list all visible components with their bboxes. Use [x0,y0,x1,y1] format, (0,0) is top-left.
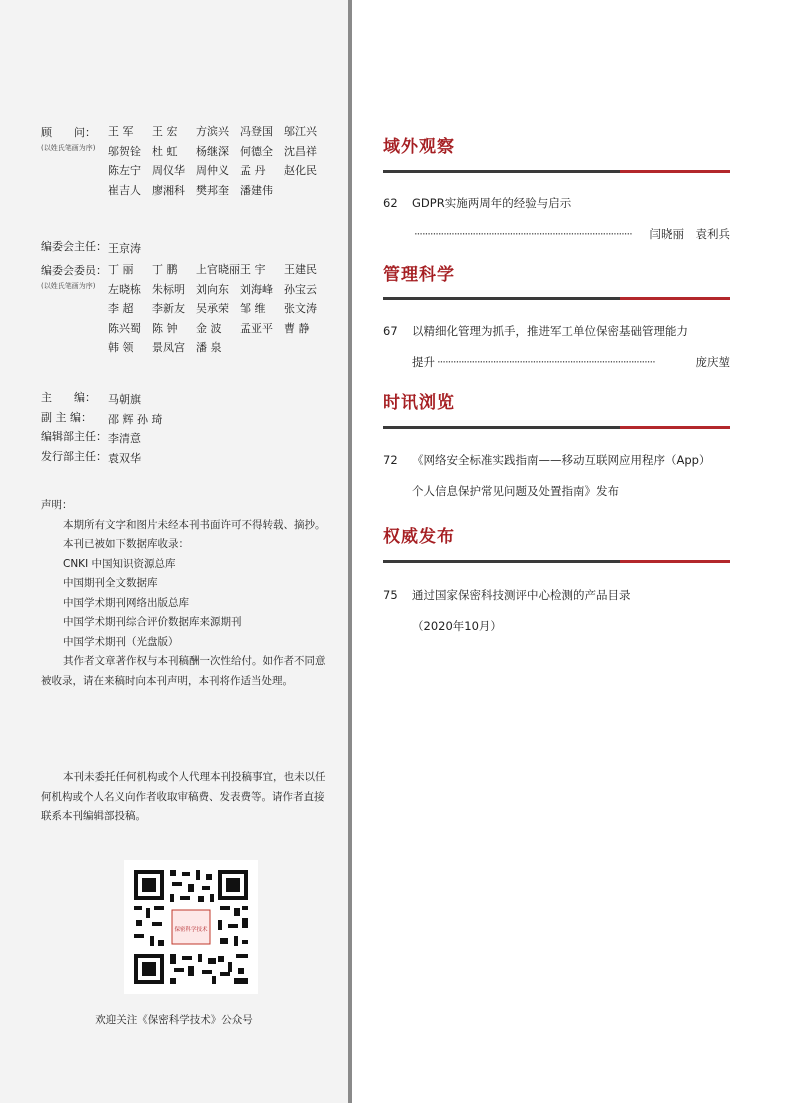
section-rule-accent [620,560,730,563]
toc-authors: 庞庆堃 [695,355,730,369]
member-name: 王建民 [284,263,317,276]
member-name: 孟亚平 [240,321,273,335]
toc-title-continuation: （2020年10月） [412,619,502,633]
section-rule [383,170,730,173]
member-name: 丁 丽 [108,263,134,276]
director-label: 编委会主任： [41,240,107,253]
deputy-editor-names: 邵 辉 孙 琦 [108,413,163,426]
advisor-name: 冯登国 [240,125,273,138]
section-title-official: 权威发布 [383,527,455,547]
copyright-declaration [41,496,326,691]
declaration-copyright-notice: 其作者文章著作权与本刊稿酬一次性给付。如作者不同意被收录，请在来稿时向本刊声明，本刊将作适当处理。 [41,655,326,687]
toc-page-number: 62 [383,196,398,210]
toc-author-line [412,611,730,642]
advisor-name: 方滨兴 [196,125,229,138]
members-label: 编委会委员： [41,264,107,277]
database-item: 中国期刊全文数据库 [63,577,158,589]
chief-editor-name: 马朝旗 [108,393,141,406]
toc-title-continuation: 提升 [412,355,435,369]
section-rule-accent [620,297,730,300]
advisor-order-note: (以姓氏笔画为序) [41,144,96,152]
toc-author-line [412,219,730,250]
editorial-director-name: 李清意 [108,432,141,445]
wechat-qr-code[interactable] [124,860,258,994]
advisor-name: 邬贺铨 [108,144,141,158]
advisor-name: 何德全 [240,144,273,158]
member-name: 邹 维 [240,302,266,315]
section-title-news: 时讯浏览 [383,393,455,413]
toc-leader-dots: ·················································································· [414,227,632,241]
member-name: 李 超 [108,302,134,315]
advisor-row [108,161,328,181]
member-name: 潘 泉 [196,341,222,354]
advisor-row [108,181,328,201]
member-row [108,260,328,280]
member-name: 左晓栋 [108,282,141,296]
editorial-director-label: 编辑部主任： [41,430,107,443]
qr-center-text: 保密科学技术 [174,927,208,933]
advisor-name: 周仲义 [196,164,229,177]
section-rule [383,560,730,563]
masthead-panel [0,0,348,1103]
toc-author-line [412,476,730,507]
member-name: 丁 鹏 [152,263,178,276]
members-order-note: (以姓氏笔画为序) [41,282,96,290]
advisor-name: 沈昌祥 [284,144,317,158]
declaration-agency-notice: 本刊未委托任何机构或个人代理本刊投稿事宜，也未以任何机构或个人名义向作者收取审稿费、发表费等。请作者直接联系本刊编辑部投稿。 [41,771,326,822]
distribution-director-label: 发行部主任： [41,450,107,463]
database-item: 中国学术期刊（光盘版） [63,635,179,648]
member-name: 景凤宫 [152,341,185,354]
member-name: 上官晓丽 [196,263,240,276]
advisor-label: 顾 问： [41,126,96,139]
advisor-row [108,142,328,162]
advisor-name: 陈左宁 [108,164,141,177]
toc-title-continuation: 个人信息保护常见问题及处置指南》发布 [412,484,619,498]
member-name: 陈 钟 [152,321,178,335]
section-title-management: 管理科学 [383,265,455,285]
advisor-name: 杨继深 [196,144,229,158]
toc-page-number: 72 [383,453,398,467]
database-item: CNKI 中国知识资源总库 [63,557,176,570]
toc-author-line [412,347,730,378]
toc-article-title[interactable]: GDPR实施两周年的经验与启示 [412,196,572,210]
chief-editor-label: 主 编： [41,391,96,404]
member-names [108,260,328,358]
member-name: 刘海峰 [240,282,273,296]
qr-caption: 欢迎关注《保密科学技术》公众号 [95,1014,253,1026]
advisor-name: 崔吉人 [108,183,141,197]
toc-article-title[interactable]: 通过国家保密科技测评中心检测的产品目录 [412,588,631,602]
advisor-name: 赵化民 [284,164,317,177]
advisor-names [108,122,328,200]
advisor-name: 邬江兴 [284,125,317,138]
advisor-name: 王 军 [108,125,134,138]
member-name: 金 波 [196,321,222,335]
toc-leader-dots: ·················································································· [437,355,655,369]
toc-article-title[interactable]: 《网络安全标准实践指南——移动互联网应用程序（App） [412,453,711,467]
advisor-name: 杜 虹 [152,144,178,158]
advisor-name: 周仪华 [152,164,185,177]
section-rule-accent [620,426,730,429]
qr-code-graphic [124,860,258,994]
member-name: 吴承荣 [196,302,229,315]
member-name: 朱标明 [152,282,185,296]
deputy-editor-label: 副 主 编： [41,411,92,424]
distribution-director-name: 袁双华 [108,452,141,465]
advisor-row [108,122,328,142]
member-name: 韩 领 [108,341,134,354]
toc-authors: 闫晓丽 袁利兵 [649,227,730,241]
declaration-reprint-notice: 本期所有文字和图片未经本刊书面许可不得转载、摘抄。 [63,518,326,531]
declaration-heading: 声明： [41,499,73,511]
submission-notice [41,768,326,827]
member-name: 曹 静 [284,321,310,335]
database-item: 中国学术期刊综合评价数据库来源期刊 [63,616,242,628]
member-row [108,299,328,319]
section-rule [383,426,730,429]
table-of-contents [352,0,808,1103]
advisor-name: 潘建伟 [240,183,273,197]
advisor-name: 孟 丹 [240,164,266,177]
toc-page-number: 67 [383,324,398,338]
section-rule-accent [620,170,730,173]
director-name: 王京涛 [108,242,141,255]
member-name: 陈兴蜀 [108,321,141,335]
member-name: 孙宝云 [284,282,317,296]
section-title-overseas: 域外观察 [383,137,455,157]
advisor-name: 廖湘科 [152,183,185,197]
member-name: 李新友 [152,302,185,315]
member-name: 张文涛 [284,302,317,315]
declaration-database-intro: 本刊已被如下数据库收录： [63,538,189,550]
advisor-name: 樊邦奎 [196,183,229,197]
member-row [108,338,328,358]
member-row [108,319,328,339]
toc-article-title[interactable]: 以精细化管理为抓手，推进军工单位保密基础管理能力 [412,324,688,338]
database-item: 中国学术期刊网络出版总库 [63,596,189,609]
member-name: 王 宇 [240,263,266,276]
section-rule [383,297,730,300]
member-row [108,280,328,300]
member-name: 刘向东 [196,282,229,296]
advisor-name: 王 宏 [152,125,178,138]
toc-page-number: 75 [383,588,398,602]
